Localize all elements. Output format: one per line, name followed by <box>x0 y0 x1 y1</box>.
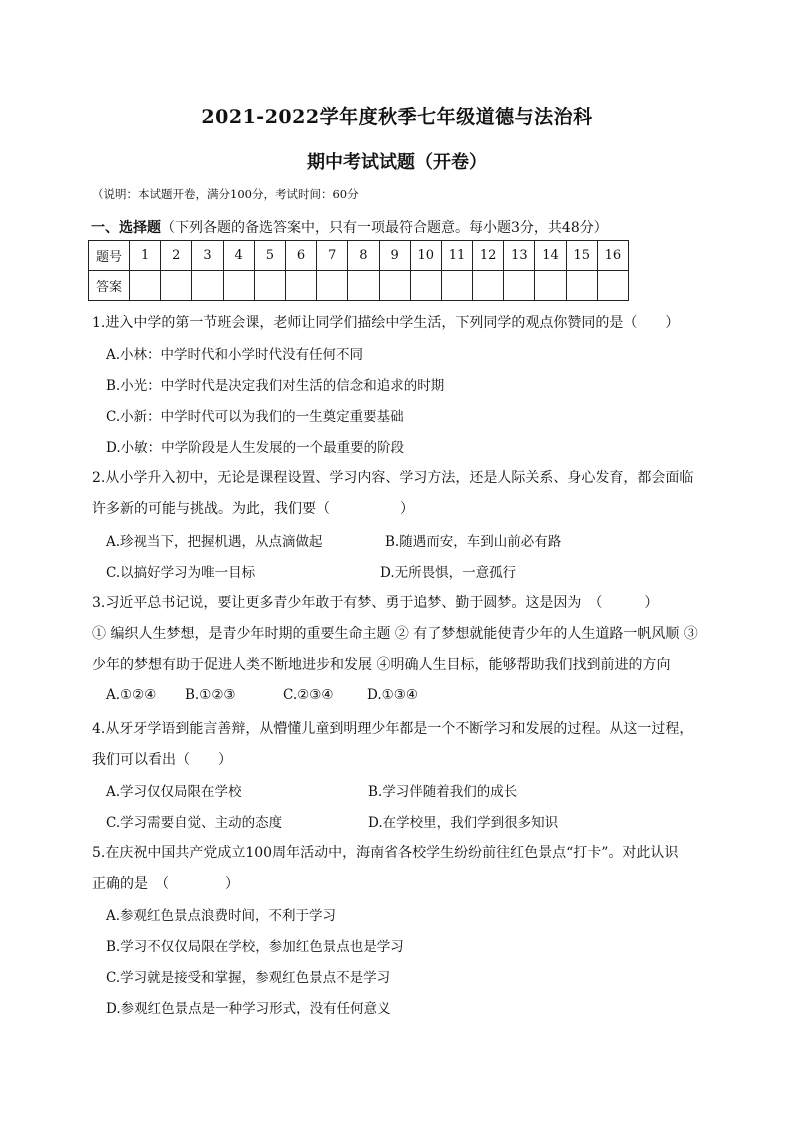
question-1-option-c: C.小新：中学时代可以为我们的一生奠定重要基础 <box>106 409 404 425</box>
question-number-cell: 9 <box>379 241 410 271</box>
section-description: （下列各题的备选答案中，只有一项最符合题意。每小题3分，共48分） <box>161 220 608 236</box>
section-heading <box>91 217 608 237</box>
question-4-stem-cont: 我们可以看出（ ） <box>92 752 232 768</box>
question-4-option-d: D.在学校里，我们学到很多知识 <box>368 815 559 831</box>
question-number-cell: 7 <box>317 241 348 271</box>
question-3-statements: ① 编织人生梦想，是青少年时期的重要生命主题 ② 有了梦想就能使青少年的人生道路一帆风顺 ③ <box>92 626 698 642</box>
answer-cell[interactable] <box>410 271 441 301</box>
answer-grid <box>88 240 629 301</box>
answer-cell[interactable] <box>473 271 504 301</box>
section-label: 一、选择题 <box>91 220 161 236</box>
question-1-option-a: A.小林：中学时代和小学时代没有任何不同 <box>106 347 364 363</box>
answer-cell[interactable] <box>192 271 223 301</box>
question-number-cell: 1 <box>130 241 161 271</box>
question-5-stem: 5.在庆祝中国共产党成立100周年活动中，海南省各校学生纷纷前往红色景点“打卡”。对此认识 <box>92 845 679 861</box>
question-4-option-c: C.学习需要自觉、主动的态度 <box>106 815 283 831</box>
question-2-stem: 2.从小学升入初中，无论是课程设置、学习内容、学习方法，还是人际关系、身心发育，都会面临 <box>92 470 694 486</box>
question-number-cell: 11 <box>441 241 472 271</box>
question-5-option-a: A.参观红色景点浪费时间，不利于学习 <box>106 908 337 924</box>
question-3-stem: 3.习近平总书记说，要让更多青少年敢于有梦、勇于追梦、勤于圆梦。这是因为 （ ） <box>92 595 659 611</box>
answer-grid-number-row <box>89 241 629 271</box>
question-2-option-b: B.随遇而安，车到山前必有路 <box>385 534 562 550</box>
question-4-option-a: A.学习仅仅局限在学校 <box>106 784 242 800</box>
question-2-option-d: D.无所畏惧，一意孤行 <box>380 565 517 581</box>
question-4-option-b: B.学习伴随着我们的成长 <box>368 784 518 800</box>
question-3-option-c: C.②③④ <box>283 687 334 703</box>
question-1-option-d: D.小敏：中学阶段是人生发展的一个最重要的阶段 <box>106 440 405 456</box>
answer-cell[interactable] <box>130 271 161 301</box>
answer-cell[interactable] <box>223 271 254 301</box>
answer-grid-row-label: 题号 <box>89 241 130 271</box>
question-number-cell: 5 <box>254 241 285 271</box>
question-3-option-a: A.①②④ <box>106 687 157 703</box>
question-number-cell: 6 <box>285 241 316 271</box>
question-number-cell: 14 <box>535 241 566 271</box>
question-number-cell: 10 <box>410 241 441 271</box>
question-number-cell: 3 <box>192 241 223 271</box>
question-3-option-d: D.①③④ <box>367 687 418 703</box>
question-number-cell: 4 <box>223 241 254 271</box>
question-1-stem: 1.进入中学的第一节班会课，老师让同学们描绘中学生活，下列同学的观点你赞同的是（ ） <box>92 315 680 331</box>
answer-cell[interactable] <box>254 271 285 301</box>
question-5-option-d: D.参观红色景点是一种学习形式，没有任何意义 <box>106 1001 391 1017</box>
answer-cell[interactable] <box>566 271 597 301</box>
question-5-option-c: C.学习就是接受和掌握，参观红色景点不是学习 <box>106 970 391 986</box>
question-number-cell: 16 <box>597 241 628 271</box>
question-5-stem-cont: 正确的是 （ ） <box>92 876 239 892</box>
question-2-option-c: C.以搞好学习为唯一目标 <box>106 565 256 581</box>
question-1-option-b: B.小光：中学时代是决定我们对生活的信念和追求的时期 <box>106 378 445 394</box>
question-number-cell: 13 <box>504 241 535 271</box>
question-number-cell: 8 <box>348 241 379 271</box>
answer-grid-answer-row <box>89 271 629 301</box>
question-2-option-a: A.珍视当下，把握机遇，从点滴做起 <box>106 534 323 550</box>
answer-cell[interactable] <box>379 271 410 301</box>
question-5-option-b: B.学习不仅仅局限在学校，参加红色景点也是学习 <box>106 939 404 955</box>
question-number-cell: 15 <box>566 241 597 271</box>
question-2-stem-cont: 许多新的可能与挑战。为此，我们要（ ） <box>92 501 414 517</box>
question-number-cell: 2 <box>161 241 192 271</box>
answer-cell[interactable] <box>317 271 348 301</box>
answer-grid-row-label: 答案 <box>89 271 130 301</box>
question-number-cell: 12 <box>473 241 504 271</box>
answer-cell[interactable] <box>441 271 472 301</box>
question-4-stem: 4.从牙牙学语到能言善辩，从懵懂儿童到明理少年都是一个不断学习和发展的过程。从这一过程， <box>92 721 694 737</box>
answer-cell[interactable] <box>348 271 379 301</box>
answer-cell[interactable] <box>161 271 192 301</box>
answer-cell[interactable] <box>535 271 566 301</box>
exam-title: 2021-2022学年度秋季七年级道德与法治科 <box>201 106 593 128</box>
exam-instructions: （说明：本试题开卷，满分100分，考试时间：60分 <box>92 187 359 201</box>
answer-cell[interactable] <box>285 271 316 301</box>
question-3-statements-cont: 少年的梦想有助于促进人类不断地进步和发展 ④明确人生目标，能够帮助我们找到前进的方向 <box>92 657 671 673</box>
question-3-option-b: B.①②③ <box>185 687 236 703</box>
exam-subtitle: 期中考试试题（开卷） <box>307 152 487 173</box>
answer-cell[interactable] <box>597 271 628 301</box>
answer-cell[interactable] <box>504 271 535 301</box>
